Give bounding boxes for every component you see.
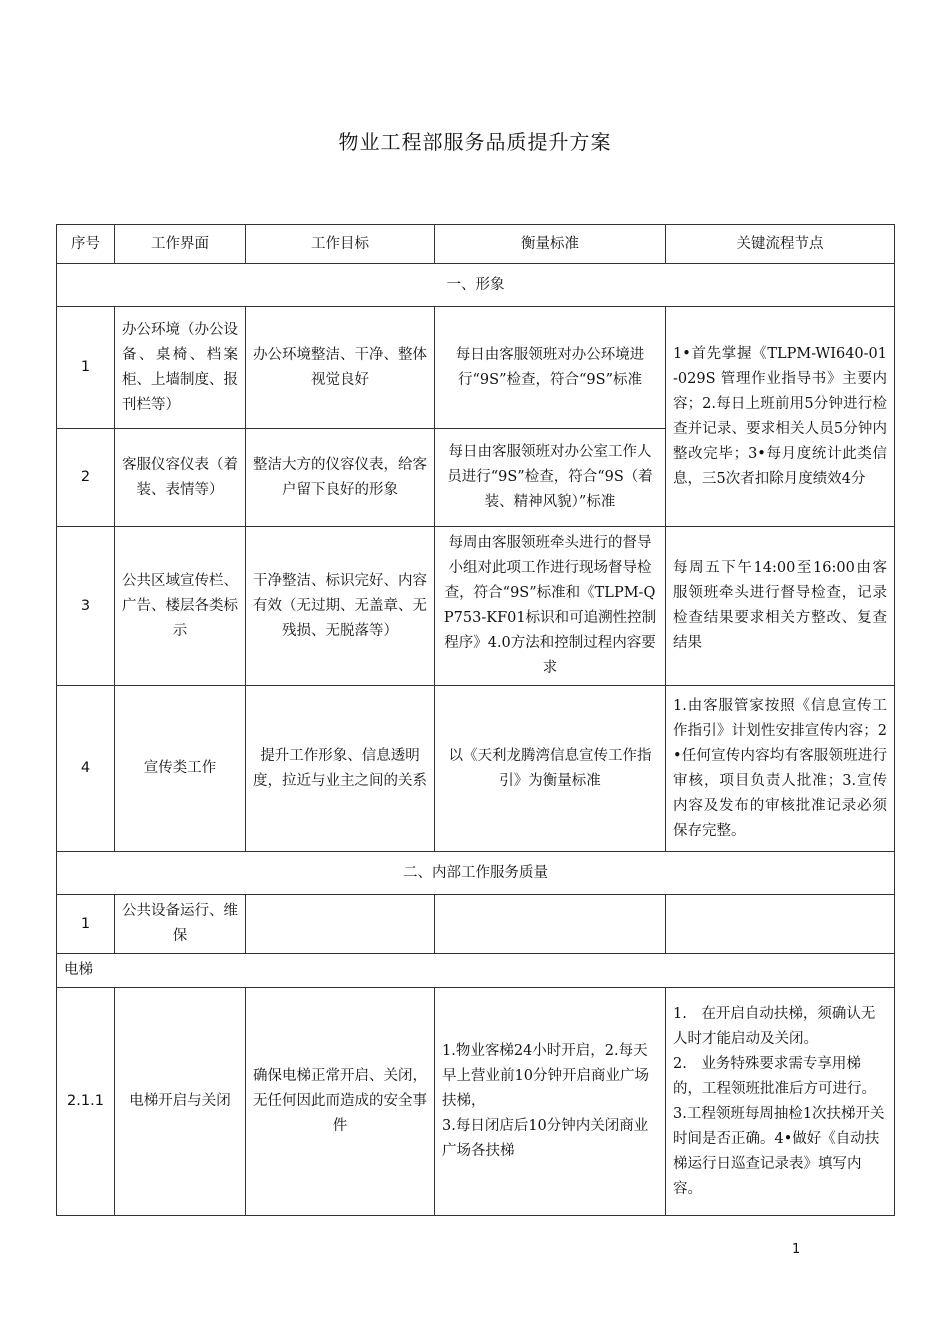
row-standard xyxy=(435,988,666,1216)
table-row xyxy=(57,307,895,429)
row-interface: 电梯开启与关闭 xyxy=(115,988,246,1216)
row-goal xyxy=(246,895,435,954)
standard-line: 1.物业客梯24小时开启，2.每天早上营业前10分钟开启商业广场扶梯， xyxy=(442,1043,649,1109)
section-title: 二、内部工作服务质量 xyxy=(57,852,895,895)
row-goal: 干净整洁、标识完好、内容有效（无过期、无盖章、无残损、无脱落等） xyxy=(246,527,435,686)
row-process: 1•首先掌握《TLPM-WI640-01-029S 管理作业指导书》主要内容；2.每日上班前用5分钟进行检查并记录、要求相关人员5分钟内整改完毕；3•每月度统计此类信息，三5次者扣除月度绩效4分 xyxy=(666,307,895,527)
row-process xyxy=(666,988,895,1216)
section-row-image xyxy=(57,264,895,307)
header-goal: 工作目标 xyxy=(246,225,435,264)
table-row xyxy=(57,686,895,852)
row-process xyxy=(666,895,895,954)
section-title: 一、形象 xyxy=(57,264,895,307)
row-goal: 确保电梯正常开启、关闭，无任何因此而造成的安全事件 xyxy=(246,988,435,1216)
row-standard: 每日由客服领班对办公环境进行“9S”检查，符合“9S”标准 xyxy=(435,307,666,429)
quality-plan-table xyxy=(56,224,895,1216)
process-line: 2. 业务特殊要求需专享用梯的，工程领班批准后方可进行。 xyxy=(673,1055,876,1097)
row-interface: 办公环境（办公设备、桌椅、档案柜、上墙制度、报刊栏等） xyxy=(115,307,246,429)
table-header-row xyxy=(57,225,895,264)
header-standard: 衡量标准 xyxy=(435,225,666,264)
row-process: 1.由客服管家按照《信息宣传工作指引》计划性安排宣传内容；2•任何宣传内容均有客服领班进行审核，项目负责人批准；3.宣传内容及发布的审核批准记录必须保存完整。 xyxy=(666,686,895,852)
table-row xyxy=(57,988,895,1216)
header-process: 关键流程节点 xyxy=(666,225,895,264)
row-standard: 以《天利龙腾湾信息宣传工作指引》为衡量标准 xyxy=(435,686,666,852)
row-interface: 客服仪容仪表（着装、表情等） xyxy=(115,429,246,527)
process-line: 3.工程领班每周抽检1次扶梯开关时间是否正确。4•做好《自动扶梯运行日巡查记录表》填写内容。 xyxy=(673,1105,885,1197)
row-no: 4 xyxy=(57,686,115,852)
row-interface: 公共设备运行、维保 xyxy=(115,895,246,954)
row-process: 每周五下午14:00至16:00由客服领班牵头进行督导检查，记录检查结果要求相关方整改、复查结果 xyxy=(666,527,895,686)
subsection-row xyxy=(57,954,895,988)
row-interface: 公共区域宣传栏、广告、楼层各类标示 xyxy=(115,527,246,686)
row-no: 2 xyxy=(57,429,115,527)
header-interface: 工作界面 xyxy=(115,225,246,264)
row-no: 2.1.1 xyxy=(57,988,115,1216)
document-title: 物业工程部服务品质提升方案 xyxy=(338,130,612,154)
row-no: 1 xyxy=(57,307,115,429)
row-standard xyxy=(435,895,666,954)
row-standard: 每日由客服领班对办公室工作人员进行“9S”检查，符合“9S（着装、精神风貌）”标准 xyxy=(435,429,666,527)
row-no: 3 xyxy=(57,527,115,686)
row-interface: 宣传类工作 xyxy=(115,686,246,852)
section-row-service xyxy=(57,852,895,895)
table-row xyxy=(57,527,895,686)
row-goal: 办公环境整洁、干净、整体视觉良好 xyxy=(246,307,435,429)
subsection-title: 电梯 xyxy=(57,954,895,988)
process-line: 1. 在开启自动扶梯，须确认无人时才能启动及关闭。 xyxy=(673,1005,876,1047)
row-standard: 每周由客服领班牵头进行的督导小组对此项工作进行现场督导检查，符合“9S”标准和《TLPM-QP753-KF01标识和可追溯性控制程序》4.0方法和控制过程内容要求 xyxy=(435,527,666,686)
row-no: 1 xyxy=(57,895,115,954)
header-no: 序号 xyxy=(57,225,115,264)
row-goal: 提升工作形象、信息透明度，拉近与业主之间的关系 xyxy=(246,686,435,852)
table-row xyxy=(57,895,895,954)
row-goal: 整洁大方的仪容仪表，给客户留下良好的形象 xyxy=(246,429,435,527)
page-number: 1 xyxy=(792,1242,801,1257)
standard-line: 3.每日闭店后10分钟内关闭商业广场各扶梯 xyxy=(442,1118,649,1159)
